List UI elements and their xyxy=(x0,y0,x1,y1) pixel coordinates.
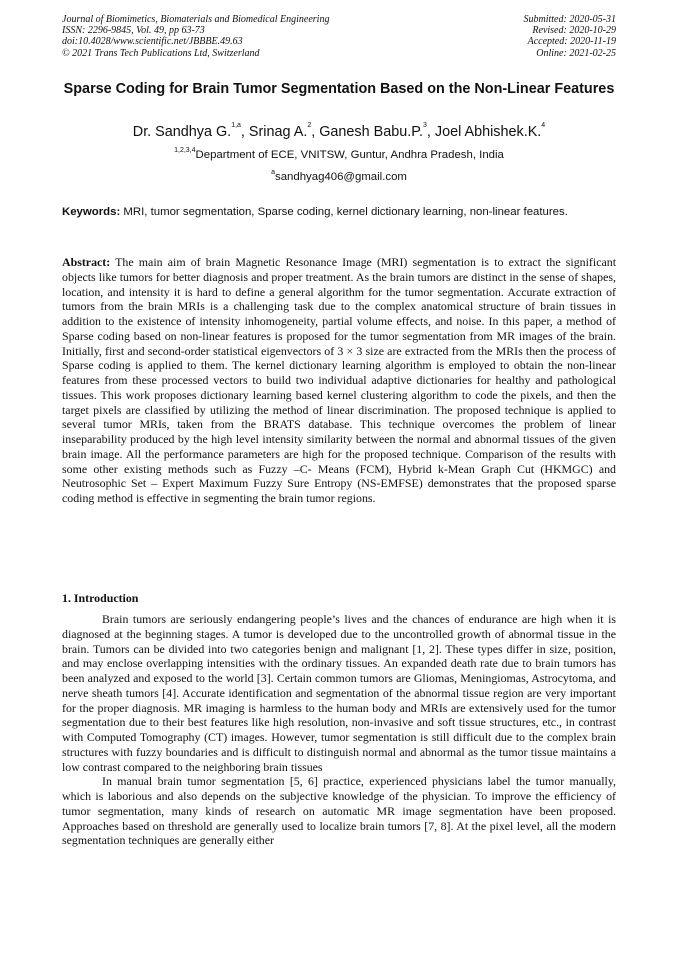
email-address[interactable]: sandhyag406@gmail.com xyxy=(275,171,407,183)
abstract xyxy=(62,255,616,506)
abstract-text: The main aim of brain Magnetic Resonance Image (MRI) segmentation is to extract the significant objects like tumors for better diagnosis and proper treatment. As the brain tumors are distinct in the sense of shapes, location, and intensity it is hard to define a general algorithm for the tumor segmentation. Accurate extraction of tumors from the brain MRIs is a challenging task due to the complex anatomical structure of brain tissues in addition to the existence of intensity inhomogeneity, partial volume effects, and noise. In this paper, a method of Sparse coding based on non-linear features is proposed for the tumor segmentation from MR images of the brain. Initially, first and second-order statistical eigenvectors of 3 × 3 size are extracted from the MRIs then the process of Sparse coding is applied to them. The kernel dictionary learning algorithm is employed to obtain the non-linear features from these processed vectors to build two individual adaptive dictionaries for healthy and pathological tissues. This work proposes dictionary learning based kernel clustering algorithm to code the pixels, and then the target pixels are classified by utilizing the method of linear discrimination. The proposed technique is applied to several tumor MRIs, taken from the BRATS database. This technique overcomes the problem of linear inseparability produced by the high level intensity similarity between the normal and abnormal tissues of the given brain image. All the performance parameters are high for the proposed technique. Comparison of the results with some other existing methods such as Fuzzy –C- Means (FCM), Hybrid k-Mean Graph Cut (HKMGC) and Neutrosophic Set – Expert Maximum Fuzzy Sure Entropy (NS-EMFSE) demonstrates that the proposed sparse coding method is effective in segmenting the brain tumor regions. xyxy=(62,255,616,505)
date-accepted: Accepted: 2020-11-19 xyxy=(527,36,616,48)
paragraph: Brain tumors are seriously endangering people’s lives and the chances of endurance are high when it is diagnosed at the beginning stages. A tumor is developed due to the uncontrolled growth of abnormal tissue in the brain. Tumors can be divided into two categories benign and malignant [1, 2]. These types differ in size, position, and may enclose overlapping intensities with the ordinary tissues. An expanded death rate due to brain tumors has been analyzed and exposed to the world [3]. Certain common tumors are Gliomas, Meningiomas, Astrocytoma, and nerve sheath tumors [4]. Accurate identification and segmentation of the abnormal tissue region are very important for the proper diagnosis. MR imaging is harmless to the human body and MRIs are extensively used for the tumor segmentation due to their best features like high resolution, non-invasive and soft tissue structures, etc., in contrast with Computed Tomography (CT) images. However, tumor segmentation is still difficult due to the complex brain structures with fuzzy boundaries and is difficult to distinguish normal and abnormal as the tumor tissue maintains a low contrast compared to the neighboring brain tissues xyxy=(62,612,616,774)
author-sup: 2 xyxy=(307,122,312,129)
keywords-text: MRI, tumor segmentation, Sparse coding, kernel dictionary learning, non-linear features. xyxy=(120,206,568,218)
author-list xyxy=(40,124,638,140)
journal-info xyxy=(62,14,329,59)
section-heading: 1. Introduction xyxy=(62,591,139,605)
abstract-label: Abstract: xyxy=(62,255,111,269)
publication-dates xyxy=(524,14,617,59)
paragraph: In manual brain tumor segmentation [5, 6] practice, experienced physicians label the tumor manually, which is laborious and also depends on the subjective knowledge of the physician. To improve the efficiency of tumor segmentation, many kinds of research on automatic MR image segmentation have been proposed. Approaches based on threshold are generally used to localize brain tumors [7, 8]. At the pixel level, all the modern segmentation techniques are generally either xyxy=(62,774,616,848)
keywords xyxy=(62,205,616,220)
date-submitted: Submitted: 2020-05-31 xyxy=(523,14,616,25)
author-name: , Joel Abhishek.K. xyxy=(426,124,542,140)
date-revised: Revised: 2020-10-29 xyxy=(532,25,616,37)
paper-title: Sparse Coding for Brain Tumor Segmentation Based on the Non-Linear Features xyxy=(63,81,615,97)
journal-issn: ISSN: 2296-9845, Vol. 49, pp 63-73 xyxy=(62,25,205,37)
email-sup: a xyxy=(271,169,276,176)
affiliation-sup: 1,2,3,4 xyxy=(174,147,196,154)
author-email xyxy=(40,171,638,183)
affiliation-text: Department of ECE, VNITSW, Guntur, Andhra Pradesh, India xyxy=(195,149,504,161)
journal-doi: doi:10.4028/www.scientific.net/JBBBE.49.63 xyxy=(62,36,243,48)
journal-copyright: © 2021 Trans Tech Publications Ltd, Switzerland xyxy=(62,47,260,59)
keywords-label: Keywords: xyxy=(62,206,121,218)
journal-name: Journal of Biomimetics, Biomaterials and Biomedical Engineering xyxy=(62,14,330,25)
author-sup: 1,a xyxy=(231,122,241,129)
affiliation xyxy=(40,149,638,161)
author-name: , Srinag A. xyxy=(240,124,308,140)
date-online: Online: 2021-02-25 xyxy=(536,47,616,59)
author-sup: 3 xyxy=(422,122,427,129)
author-name: Dr. Sandhya G. xyxy=(132,124,232,140)
author-name: , Ganesh Babu.P. xyxy=(311,124,423,140)
introduction-body xyxy=(62,612,616,848)
author-sup: 4 xyxy=(541,122,546,129)
